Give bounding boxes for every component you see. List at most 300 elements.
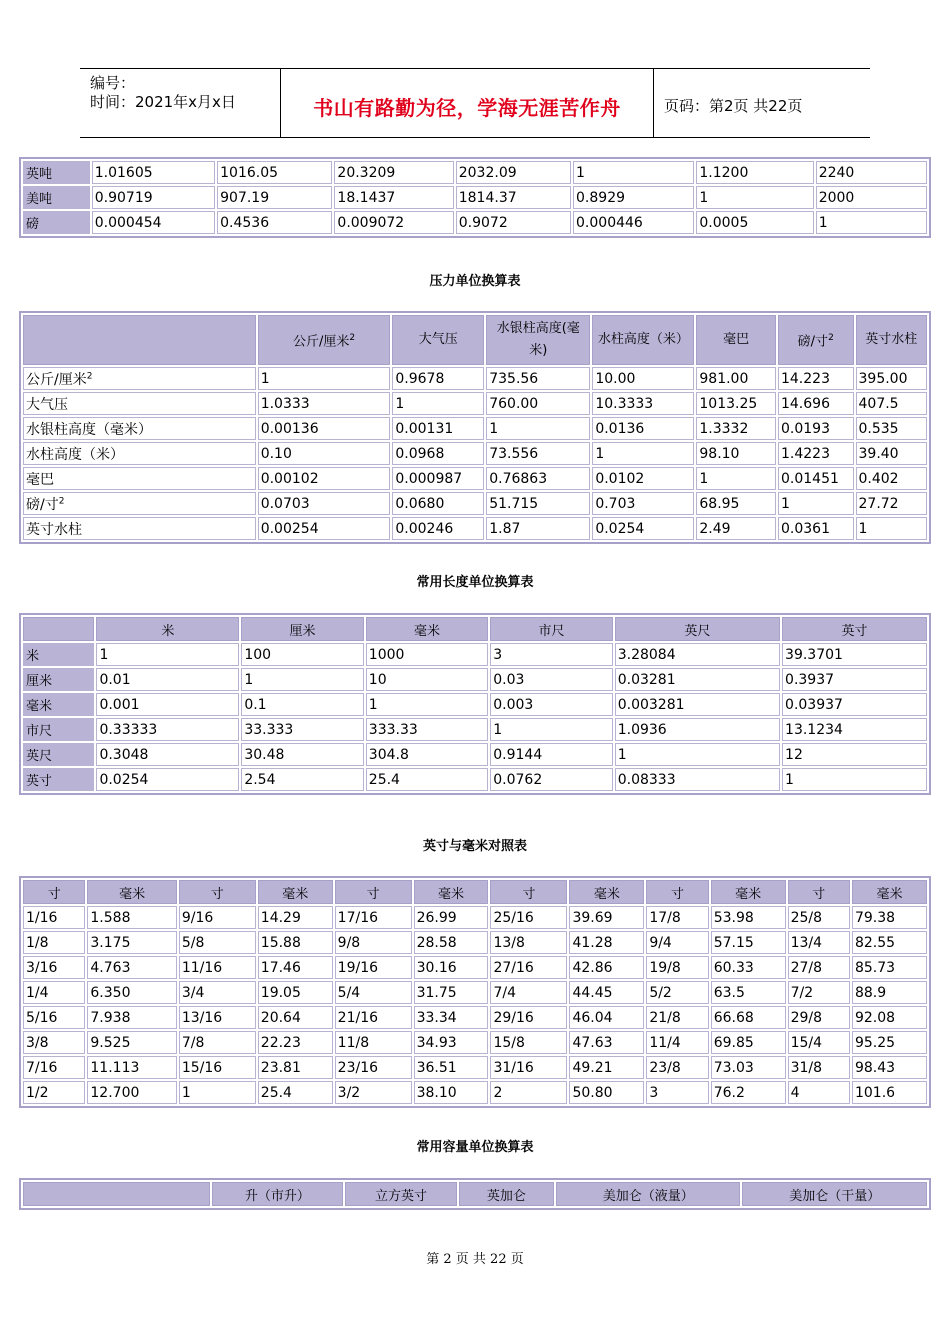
table-row (23, 211, 927, 234)
column-header: 寸 (179, 880, 256, 904)
table-cell: 0.00102 (258, 467, 391, 490)
table-cell: 0.003 (490, 693, 612, 716)
table-cell: 1 (782, 768, 927, 791)
table-cell: 1.3332 (696, 417, 776, 440)
table-cell: 0.33333 (96, 718, 239, 741)
table-cell: 41.28 (569, 931, 644, 954)
table-cell: 0.9678 (392, 367, 484, 390)
number-label: 编号： (90, 74, 136, 92)
inch-mm-table (19, 876, 931, 1108)
table-cell: 21/16 (335, 1006, 412, 1029)
table-cell: 1814.37 (456, 186, 571, 209)
table-cell: 46.04 (569, 1006, 644, 1029)
table-cell: 0.1 (241, 693, 363, 716)
table-cell: 0.009072 (334, 211, 453, 234)
table-cell: 27.72 (856, 492, 928, 515)
table-cell: 100 (241, 643, 363, 666)
table-cell: 42.86 (569, 956, 644, 979)
column-header: 磅/寸$^2$ (778, 315, 854, 365)
table-row (23, 1056, 927, 1079)
table-cell: 29/16 (490, 1006, 567, 1029)
weight-table-body (23, 161, 927, 234)
table-row (23, 417, 927, 440)
table-cell: 63.5 (711, 981, 786, 1004)
table-cell: 25.4 (258, 1081, 333, 1104)
table-cell: 39.69 (569, 906, 644, 929)
table-cell: 1000 (366, 643, 488, 666)
table-row (23, 906, 927, 929)
column-header: 立方英寸 (345, 1182, 456, 1206)
pressure-table-body (23, 367, 927, 540)
table-cell: 101.6 (852, 1081, 927, 1104)
table-cell: 3/4 (179, 981, 256, 1004)
table-row (23, 956, 927, 979)
table-cell: 407.5 (856, 392, 928, 415)
column-header: 英寸 (782, 617, 927, 641)
table-row (23, 1006, 927, 1029)
column-header: 寸 (23, 880, 85, 904)
table-cell: 2032.09 (456, 161, 571, 184)
table-cell: 9/16 (179, 906, 256, 929)
table-cell: 2 (490, 1081, 567, 1104)
column-header: 美加仑（液量） (556, 1182, 740, 1206)
column-header (23, 617, 94, 641)
table-cell: 0.0193 (778, 417, 854, 440)
table-cell: 0.00131 (392, 417, 484, 440)
table-cell: 1.0936 (615, 718, 780, 741)
table-cell: 0.0136 (592, 417, 694, 440)
header-meta-cell (80, 69, 281, 137)
table-cell: 0.0254 (96, 768, 239, 791)
table-row (23, 1031, 927, 1054)
length-conversion-table (19, 613, 931, 795)
table-row (23, 161, 927, 184)
table-cell: 5/16 (23, 1006, 85, 1029)
table-row (23, 718, 927, 741)
table-cell: 0.01451 (778, 467, 854, 490)
table-cell: 5/4 (335, 981, 412, 1004)
pressure-conversion-table (19, 311, 931, 544)
table-cell: 3.175 (87, 931, 176, 954)
table-cell: 15/16 (179, 1056, 256, 1079)
table-cell: 13/16 (179, 1006, 256, 1029)
table-cell: 7.938 (87, 1006, 176, 1029)
row-label: 英寸 (23, 768, 94, 791)
table-cell: 30.16 (414, 956, 489, 979)
table-cell: 14.223 (778, 367, 854, 390)
table-cell: 38.10 (414, 1081, 489, 1104)
table-cell: 23.81 (258, 1056, 333, 1079)
column-header: 毫米 (87, 880, 176, 904)
table-cell: 49.21 (569, 1056, 644, 1079)
column-header: 公斤/厘米$^2$ (258, 315, 391, 365)
table-cell: 0.0762 (490, 768, 612, 791)
table-cell: 20.64 (258, 1006, 333, 1029)
document-header (80, 68, 870, 138)
length-table-title: 常用长度单位换算表 (416, 575, 534, 590)
table-row (23, 467, 927, 490)
table-cell: 0.4536 (217, 211, 332, 234)
table-cell: 66.68 (711, 1006, 786, 1029)
table-cell: 82.55 (852, 931, 927, 954)
table-row (23, 392, 927, 415)
table-cell: 92.08 (852, 1006, 927, 1029)
column-header: 毫米 (569, 880, 644, 904)
header-row (23, 315, 927, 365)
length-table-body (23, 643, 927, 791)
inch-mm-table-head (23, 880, 927, 904)
inch-mm-table-body (23, 906, 927, 1104)
weight-conversion-table (19, 157, 931, 238)
table-cell: 22.23 (258, 1031, 333, 1054)
table-row (23, 768, 927, 791)
table-cell: 11.113 (87, 1056, 176, 1079)
table-cell: 1 (96, 643, 239, 666)
table-cell: 1013.25 (696, 392, 776, 415)
column-header: 大气压 (392, 315, 484, 365)
table-cell: 水银柱高度（毫米） (23, 417, 256, 440)
table-cell: 88.9 (852, 981, 927, 1004)
table-cell: 7/4 (490, 981, 567, 1004)
table-cell: 25/16 (490, 906, 567, 929)
pressure-table-title: 压力单位换算表 (429, 274, 521, 289)
length-table-head (23, 617, 927, 641)
table-cell: 51.715 (486, 492, 590, 515)
table-cell: 毫巴 (23, 467, 256, 490)
table-cell: 英寸水柱 (23, 517, 256, 540)
table-cell: 25/8 (788, 906, 850, 929)
table-cell: 0.000446 (573, 211, 694, 234)
table-cell: 10.3333 (592, 392, 694, 415)
column-header: 寸 (788, 880, 850, 904)
table-cell: 44.45 (569, 981, 644, 1004)
table-cell: 735.56 (486, 367, 590, 390)
column-header: 市尺 (490, 617, 612, 641)
table-cell: 公斤/厘米$^2$ (23, 367, 256, 390)
table-cell: 1 (490, 718, 612, 741)
table-cell: 2.54 (241, 768, 363, 791)
table-row (23, 367, 927, 390)
table-cell: 19/8 (646, 956, 708, 979)
row-label: 磅 (23, 211, 90, 234)
table-cell: 0.402 (856, 467, 928, 490)
table-cell: 0.03 (490, 668, 612, 691)
table-cell: 13/4 (788, 931, 850, 954)
table-cell: 0.00136 (258, 417, 391, 440)
table-cell: 34.93 (414, 1031, 489, 1054)
table-cell: 27/16 (490, 956, 567, 979)
table-cell: 水柱高度（米） (23, 442, 256, 465)
column-header: 厘米 (241, 617, 363, 641)
table-cell: 33.34 (414, 1006, 489, 1029)
table-cell: 1/2 (23, 1081, 85, 1104)
table-cell: 47.63 (569, 1031, 644, 1054)
table-row (23, 981, 927, 1004)
table-cell: 0.00254 (258, 517, 391, 540)
table-row (23, 517, 927, 540)
table-cell: 28.58 (414, 931, 489, 954)
table-cell: 1 (816, 211, 927, 234)
table-cell: 53.98 (711, 906, 786, 929)
row-label: 英吨 (23, 161, 90, 184)
column-header: 米 (96, 617, 239, 641)
table-cell: 0.8929 (573, 186, 694, 209)
table-cell: 1/8 (23, 931, 85, 954)
table-cell: 15/4 (788, 1031, 850, 1054)
table-cell: 15/8 (490, 1031, 567, 1054)
table-cell: 85.73 (852, 956, 927, 979)
table-cell: 1 (392, 392, 484, 415)
table-cell: 1 (615, 743, 780, 766)
column-header: 毫米 (258, 880, 333, 904)
table-cell: 7/2 (788, 981, 850, 1004)
table-cell: 1/16 (23, 906, 85, 929)
table-cell: 73.556 (486, 442, 590, 465)
table-cell: 10 (366, 668, 488, 691)
table-cell: 31/8 (788, 1056, 850, 1079)
table-cell: 0.9072 (456, 211, 571, 234)
table-cell: 18.1437 (334, 186, 453, 209)
volume-table-head (23, 1182, 927, 1206)
table-cell: 26.99 (414, 906, 489, 929)
table-row (23, 492, 927, 515)
table-cell: 大气压 (23, 392, 256, 415)
table-cell: 0.001 (96, 693, 239, 716)
table-cell: 0.000987 (392, 467, 484, 490)
table-row (23, 743, 927, 766)
table-cell: 4.763 (87, 956, 176, 979)
table-cell: 3/16 (23, 956, 85, 979)
table-cell: 2000 (816, 186, 927, 209)
table-cell: 1/4 (23, 981, 85, 1004)
column-header: 毫巴 (696, 315, 776, 365)
table-row (23, 693, 927, 716)
table-cell: 0.90719 (92, 186, 215, 209)
column-header: 毫米 (366, 617, 488, 641)
table-cell: 19.05 (258, 981, 333, 1004)
table-row (23, 668, 927, 691)
column-header: 水柱高度（米） (592, 315, 694, 365)
column-header: 英寸水柱 (856, 315, 928, 365)
table-cell: 60.33 (711, 956, 786, 979)
table-cell: 19/16 (335, 956, 412, 979)
row-label: 美吨 (23, 186, 90, 209)
table-cell: 68.95 (696, 492, 776, 515)
row-label: 市尺 (23, 718, 94, 741)
table-cell: 11/4 (646, 1031, 708, 1054)
table-cell: 0.01 (96, 668, 239, 691)
table-cell: 1 (696, 186, 813, 209)
table-cell: 1 (778, 492, 854, 515)
table-row (23, 643, 927, 666)
table-cell: 0.08333 (615, 768, 780, 791)
table-cell: 0.00246 (392, 517, 484, 540)
table-cell: 760.00 (486, 392, 590, 415)
table-cell: 25.4 (366, 768, 488, 791)
column-header: 英尺 (615, 617, 780, 641)
table-cell: 29/8 (788, 1006, 850, 1029)
table-row (23, 1081, 927, 1104)
table-cell: 0.9144 (490, 743, 612, 766)
table-cell: 79.38 (852, 906, 927, 929)
table-cell: 1.1200 (696, 161, 813, 184)
column-header: 水银柱高度(毫米) (486, 315, 590, 365)
table-cell: 0.03937 (782, 693, 927, 716)
table-cell: 3/8 (23, 1031, 85, 1054)
table-cell: 3 (646, 1081, 708, 1104)
table-cell: 9/8 (335, 931, 412, 954)
table-cell: 0.000454 (92, 211, 215, 234)
volume-conversion-table (19, 1178, 931, 1210)
header-page-cell (654, 69, 870, 137)
table-cell: 1 (592, 442, 694, 465)
table-cell: 14.29 (258, 906, 333, 929)
table-cell: 981.00 (696, 367, 776, 390)
table-cell: 30.48 (241, 743, 363, 766)
row-label: 毫米 (23, 693, 94, 716)
table-cell: 9/4 (646, 931, 708, 954)
table-cell: 7/8 (179, 1031, 256, 1054)
table-row (23, 186, 927, 209)
pressure-table-head (23, 315, 927, 365)
table-cell: 13/8 (490, 931, 567, 954)
table-cell: 2240 (816, 161, 927, 184)
table-cell: 9.525 (87, 1031, 176, 1054)
table-cell: 73.03 (711, 1056, 786, 1079)
table-cell: 50.80 (569, 1081, 644, 1104)
column-header: 升（市升） (212, 1182, 344, 1206)
table-cell: 2.49 (696, 517, 776, 540)
table-cell: 3/2 (335, 1081, 412, 1104)
table-cell: 7/16 (23, 1056, 85, 1079)
motto-text: 书山有路勤为径，学海无涯苦作舟 (313, 96, 621, 120)
table-cell: 23/8 (646, 1056, 708, 1079)
table-cell: 31.75 (414, 981, 489, 1004)
table-cell: 11/8 (335, 1031, 412, 1054)
table-row (23, 931, 927, 954)
table-cell: 0.10 (258, 442, 391, 465)
table-cell: 1 (366, 693, 488, 716)
table-cell: 33.333 (241, 718, 363, 741)
row-label: 厘米 (23, 668, 94, 691)
table-cell: 4 (788, 1081, 850, 1104)
table-cell: 1.4223 (778, 442, 854, 465)
table-cell: 1.0333 (258, 392, 391, 415)
table-cell: 13.1234 (782, 718, 927, 741)
table-cell: 98.10 (696, 442, 776, 465)
header-row (23, 880, 927, 904)
table-cell: 1.87 (486, 517, 590, 540)
table-cell: 1 (856, 517, 928, 540)
column-header (23, 1182, 210, 1206)
row-label: 米 (23, 643, 94, 666)
table-cell: 0.03281 (615, 668, 780, 691)
table-cell: 0.0361 (778, 517, 854, 540)
table-cell: 0.0005 (696, 211, 813, 234)
table-cell: 0.535 (856, 417, 928, 440)
table-cell: 0.0968 (392, 442, 484, 465)
table-cell: 20.3209 (334, 161, 453, 184)
table-cell: 1 (179, 1081, 256, 1104)
column-header: 美加仑（干量） (742, 1182, 927, 1206)
table-cell: 304.8 (366, 743, 488, 766)
header-row (23, 1182, 927, 1206)
header-row (23, 617, 927, 641)
table-cell: 27/8 (788, 956, 850, 979)
inch-mm-table-title: 英寸与毫米对照表 (422, 839, 527, 854)
time-line: 时间：2021年x月x日 (90, 93, 236, 111)
table-cell: 1 (573, 161, 694, 184)
table-cell: 17.46 (258, 956, 333, 979)
table-cell: 14.696 (778, 392, 854, 415)
table-cell: 17/16 (335, 906, 412, 929)
table-cell: 395.00 (856, 367, 928, 390)
table-cell: 0.3048 (96, 743, 239, 766)
table-cell: 12 (782, 743, 927, 766)
table-row (23, 442, 927, 465)
table-cell: 11/16 (179, 956, 256, 979)
table-cell: 98.43 (852, 1056, 927, 1079)
table-cell: 39.3701 (782, 643, 927, 666)
table-cell: 1 (258, 367, 391, 390)
page-footer: 第 2 页 共 22 页 (426, 1252, 524, 1267)
table-cell: 磅/寸$^2$ (23, 492, 256, 515)
table-cell: 12.700 (87, 1081, 176, 1104)
table-cell: 76.2 (711, 1081, 786, 1104)
table-cell: 39.40 (856, 442, 928, 465)
table-cell: 5/2 (646, 981, 708, 1004)
table-cell: 23/16 (335, 1056, 412, 1079)
table-cell: 1 (696, 467, 776, 490)
table-cell: 0.3937 (782, 668, 927, 691)
table-cell: 1 (486, 417, 590, 440)
table-cell: 10.00 (592, 367, 694, 390)
table-cell: 69.85 (711, 1031, 786, 1054)
column-header: 毫米 (414, 880, 489, 904)
table-cell: 0.0703 (258, 492, 391, 515)
table-cell: 31/16 (490, 1056, 567, 1079)
table-cell: 36.51 (414, 1056, 489, 1079)
table-cell: 0.76863 (486, 467, 590, 490)
table-cell: 3 (490, 643, 612, 666)
column-header: 毫米 (852, 880, 927, 904)
table-cell: 0.0254 (592, 517, 694, 540)
table-cell: 0.703 (592, 492, 694, 515)
column-header: 英加仑 (459, 1182, 554, 1206)
table-cell: 1 (241, 668, 363, 691)
table-cell: 3.28084 (615, 643, 780, 666)
column-header (23, 315, 256, 365)
row-label: 英尺 (23, 743, 94, 766)
volume-table-title: 常用容量单位换算表 (416, 1140, 534, 1155)
column-header: 寸 (335, 880, 412, 904)
table-cell: 1.588 (87, 906, 176, 929)
column-header: 寸 (490, 880, 567, 904)
table-cell: 1.01605 (92, 161, 215, 184)
page-info: 页码：第2页 共22页 (664, 97, 803, 115)
table-cell: 95.25 (852, 1031, 927, 1054)
table-cell: 333.33 (366, 718, 488, 741)
header-motto-cell (281, 69, 654, 137)
table-cell: 21/8 (646, 1006, 708, 1029)
table-cell: 907.19 (217, 186, 332, 209)
table-cell: 5/8 (179, 931, 256, 954)
column-header: 寸 (646, 880, 708, 904)
table-cell: 17/8 (646, 906, 708, 929)
table-cell: 57.15 (711, 931, 786, 954)
table-cell: 0.0102 (592, 467, 694, 490)
table-cell: 15.88 (258, 931, 333, 954)
